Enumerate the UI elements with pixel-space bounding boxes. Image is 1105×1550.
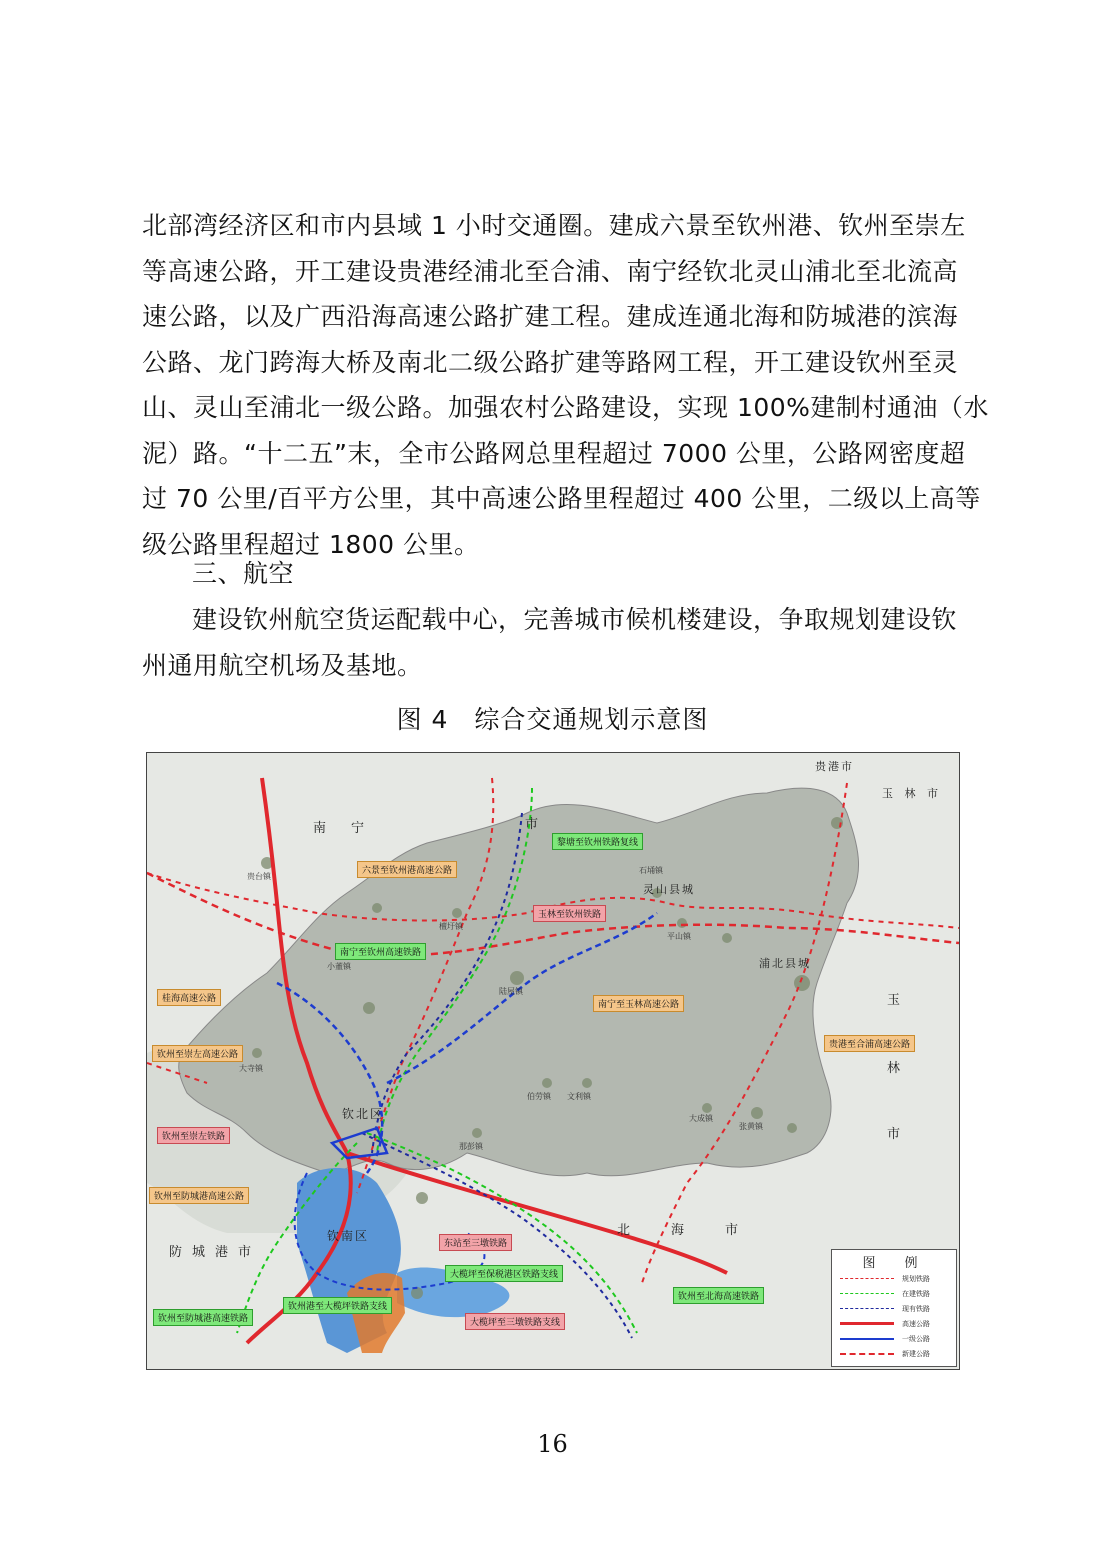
text-line: 山、灵山至浦北一级公路。加强农村公路建设，实现 100%建制村通油（水	[142, 393, 989, 422]
callout-yulin-rail: 玉林至钦州铁路	[533, 905, 606, 922]
region-yulin-2: 玉	[887, 993, 907, 1008]
transport-map	[146, 752, 960, 1370]
text-line: 建设钦州航空货运配载中心，完善城市候机楼建设，争取规划建设钦	[192, 605, 958, 634]
text-line: 北部湾经济区和市内县域 1 小时交通圈。建成六景至钦州港、钦州至崇左	[142, 211, 966, 240]
text-line: 泥）路。“十二五”末，全市公路网总里程超过 7000 公里，公路网密度超	[142, 438, 966, 468]
town-label: 檀圩镇	[439, 922, 463, 931]
legend-item: 一级公路	[832, 1331, 956, 1346]
town-label: 平山镇	[667, 932, 691, 941]
town-label: 文利镇	[567, 1092, 591, 1101]
town-label: 张黄镇	[739, 1122, 763, 1131]
legend-item: 新建公路	[832, 1346, 956, 1361]
map-legend	[831, 1249, 957, 1367]
legend-item: 规划铁路	[832, 1271, 956, 1286]
callout-chongzuo-expressway: 钦州至崇左高速公路	[152, 1045, 243, 1062]
region-qinnan: 钦南区	[327, 1229, 370, 1243]
town-label: 那彭镇	[459, 1142, 483, 1151]
text-line: 公路、龙门跨海大桥及南北二级公路扩建等路网工程，开工建设钦州至灵	[142, 347, 959, 377]
callout-dongzhan-rail: 东站至三墩铁路	[439, 1234, 512, 1251]
figure-title: 图 4 综合交通规划示意图	[396, 705, 709, 734]
region-guigang: 贵港市	[815, 760, 854, 773]
text-line: 州通用航空机场及基地。	[142, 650, 423, 680]
region-qinbei: 钦北区	[342, 1107, 385, 1121]
text-line: 速公路，以及广西沿海高速公路扩建工程。建成连通北海和防城港的滨海	[142, 302, 959, 331]
page-number: 16	[537, 1430, 568, 1458]
callout-chongzuo-rail: 钦州至崇左铁路	[157, 1127, 230, 1144]
callout-dalanping-sandun-rail: 大榄坪至三墩铁路支线	[465, 1313, 565, 1330]
legend-swatch-planned-rail	[840, 1278, 894, 1279]
town-label: 大寺镇	[239, 1064, 263, 1073]
callout-nanning-rail: 南宁至钦州高速铁路	[335, 943, 426, 960]
region-pubei: 浦北县城	[759, 957, 811, 970]
legend-swatch-existing-rail	[840, 1308, 894, 1309]
region-nanning-shi: 市	[525, 817, 545, 832]
town-label: 陆屋镇	[499, 987, 523, 996]
callout-qinzhougang-rail: 钦州港至大榄坪铁路支线	[283, 1297, 392, 1314]
callout-liujing-expressway: 六景至钦州港高速公路	[357, 861, 457, 878]
region-yulin: 玉 林 市	[882, 787, 942, 800]
callout-guihai-expressway: 桂海高速公路	[157, 989, 221, 1006]
town-label: 小董镇	[327, 962, 351, 971]
callout-fangcheng-rail: 钦州至防城港高速铁路	[153, 1309, 253, 1326]
callout-nanning-yulin-expressway: 南宁至玉林高速公路	[593, 995, 684, 1012]
legend-swatch-expressway	[840, 1322, 894, 1325]
text-line: 级公路里程超过 1800 公里。	[142, 529, 480, 559]
callout-beihai-rail: 钦州至北海高速铁路	[673, 1287, 764, 1304]
text-line: 等高速公路，开工建设贵港经浦北至合浦、南宁经钦北灵山浦北至北流高	[142, 256, 959, 286]
town-label: 大成镇	[689, 1114, 713, 1123]
legend-swatch-new-road	[840, 1353, 894, 1355]
legend-swatch-class1-road	[840, 1338, 894, 1340]
region-beihai: 北 海 市	[617, 1223, 753, 1238]
text-line: 过 70 公里/百平方公里，其中高速公路里程超过 400 公里，二级以上高等	[142, 484, 981, 513]
callout-dalanping-bonded-rail: 大榄坪至保税港区铁路支线	[445, 1265, 563, 1282]
callout-lishang-rail: 黎塘至钦州铁路复线	[552, 833, 643, 850]
legend-title: 图 例	[862, 1256, 926, 1271]
legend-item: 高速公路	[832, 1316, 956, 1331]
town-label: 伯劳镇	[527, 1092, 551, 1101]
legend-item: 现有铁路	[832, 1301, 956, 1316]
region-lingshan: 灵山县城	[643, 883, 695, 896]
region-yulin-4: 市	[887, 1127, 907, 1142]
town-label: 贵台镇	[247, 872, 271, 881]
region-fangcheng: 防城港市	[169, 1245, 262, 1260]
callout-guigang-hepu-expressway: 贵港至合浦高速公路	[824, 1035, 915, 1052]
region-yulin-3: 林	[887, 1061, 907, 1076]
section-heading: 三、航空	[192, 559, 295, 588]
legend-item: 在建铁路	[832, 1286, 956, 1301]
paragraph-aviation	[142, 597, 964, 688]
town-label: 石埇镇	[639, 866, 663, 875]
region-nanning: 南 宁	[313, 821, 371, 836]
paragraph-transport	[142, 203, 989, 567]
callout-fangcheng-expressway: 钦州至防城港高速公路	[149, 1187, 249, 1204]
legend-swatch-construction-rail	[840, 1293, 894, 1294]
